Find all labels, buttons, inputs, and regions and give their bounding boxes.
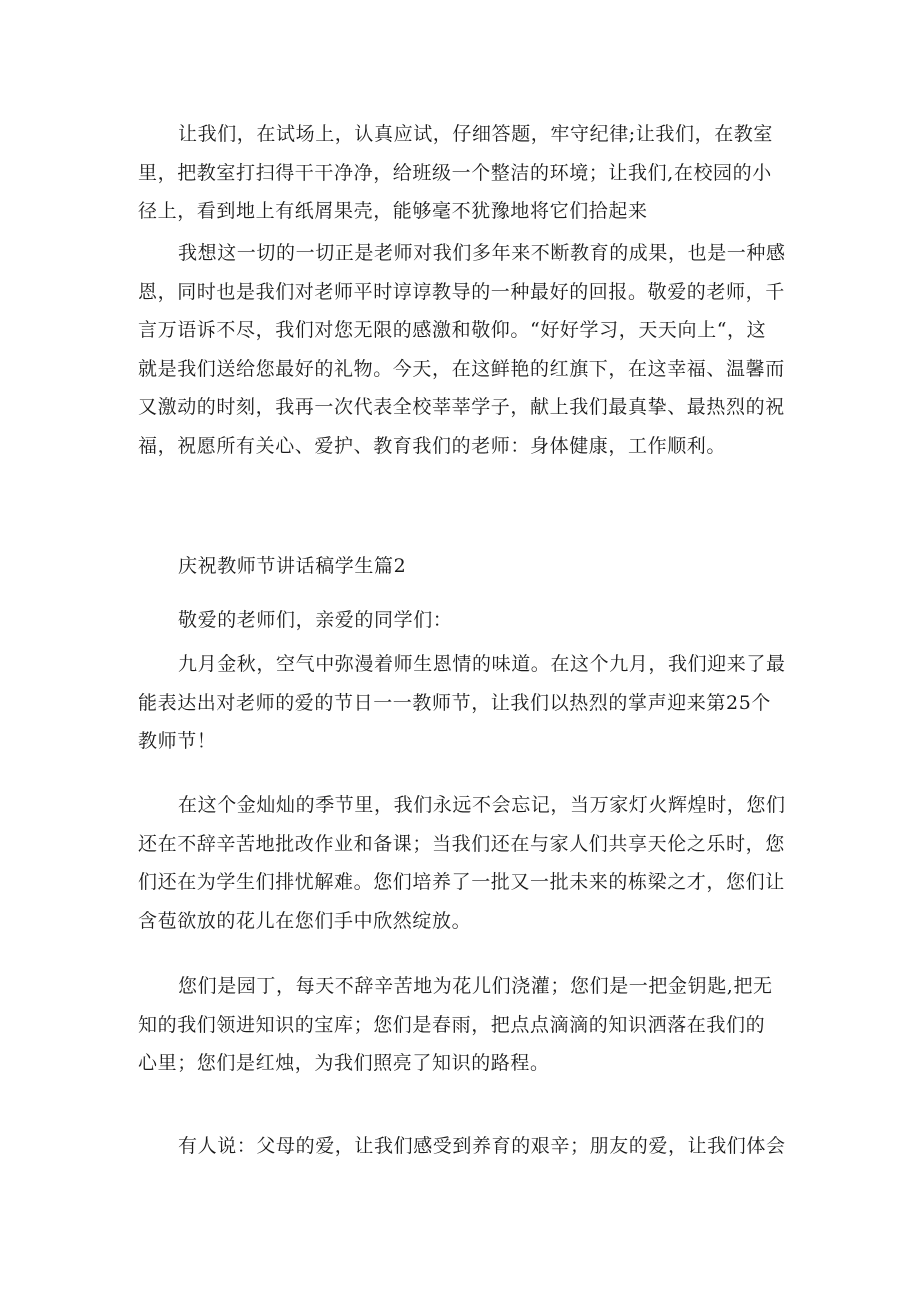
paragraph-line: 里，把教室打扫得干干净净，给班级一个整洁的环境；让我们,在校园的小: [138, 161, 772, 184]
paragraph-line: 让我们，在试场上，认真应试，仔细答题，牢守纪律;让我们，在教室: [178, 123, 774, 145]
paragraph-line: 能表达出对老师的爱的节日一一教师节，让我们以热烈的掌声迎来第25个: [138, 691, 771, 714]
paragraph-2: [138, 234, 798, 465]
paragraph-5: [138, 967, 798, 1083]
salutation: [138, 601, 798, 640]
paragraph-line: 知的我们领进知识的宝库；您们是春雨，把点点滴滴的知识洒落在我们的: [138, 1013, 766, 1036]
paragraph-3: [138, 645, 798, 761]
paragraph-line: 还在不辞辛苦地批改作业和备课；当我们还在与家人们共享天伦之乐时，您: [138, 832, 785, 855]
paragraph-line: 心里；您们是红烛，为我们照亮了知识的路程。: [138, 1052, 550, 1074]
paragraph-line: 言万语诉不尽，我们对您无限的感激和敬仰。“好好学习，天天向上“，这: [138, 319, 767, 341]
paragraph-line: 在这个金灿灿的季节里，我们永远不会忘记，当万家灯火辉煌时，您们: [178, 794, 786, 816]
salutation-text: 敬爱的老师们，亲爱的同学们：: [178, 609, 453, 631]
paragraph-line: 九月金秋，空气中弥漫着师生恩情的味道。在这个九月，我们迎来了最: [178, 653, 786, 675]
paragraph-line: 含苞欲放的花儿在您们手中欣然绽放。: [138, 909, 472, 932]
paragraph-line: 就是我们送给您最好的礼物。今天，在这鲜艳的红旗下，在这幸福、温馨而: [138, 357, 785, 380]
paragraph-line: 您们是园丁，每天不辞辛苦地为花儿们浇灌；您们是一把金钥匙,把无: [178, 975, 773, 997]
paragraph-line: 径上，看到地上有纸屑果壳，能够毫不犹豫地将它们拾起来: [138, 200, 648, 222]
paragraph-line: 教师节！: [138, 730, 217, 752]
paragraph-line: 又激动的时刻，我再一次代表全校莘莘学子，献上我们最真挚、最热烈的祝: [138, 396, 785, 418]
paragraph-1: [138, 115, 798, 231]
paragraph-line: 恩，同时也是我们对老师平时谆谆教导的一种最好的回报。敬爱的老师，千: [138, 280, 785, 303]
heading-text: 庆祝教师节讲话稿学生篇2: [178, 555, 407, 577]
section-heading: [138, 547, 798, 586]
paragraph-4: [138, 786, 798, 940]
paragraph-line: 福，祝愿所有关心、爱护、教育我们的老师：身体健康，工作顺利。: [138, 434, 727, 457]
paragraph-line: 有人说：父母的爱，让我们感受到养育的艰辛；朋友的爱，让我们体会: [178, 1135, 786, 1157]
paragraph-line: 我想这一切的一切正是老师对我们多年来不断教育的成果，也是一种感: [178, 242, 786, 264]
paragraph-6: [138, 1127, 798, 1166]
paragraph-line: 们还在为学生们排忧解难。您们培养了一批又一批未来的栋梁之才，您们让: [138, 871, 785, 893]
